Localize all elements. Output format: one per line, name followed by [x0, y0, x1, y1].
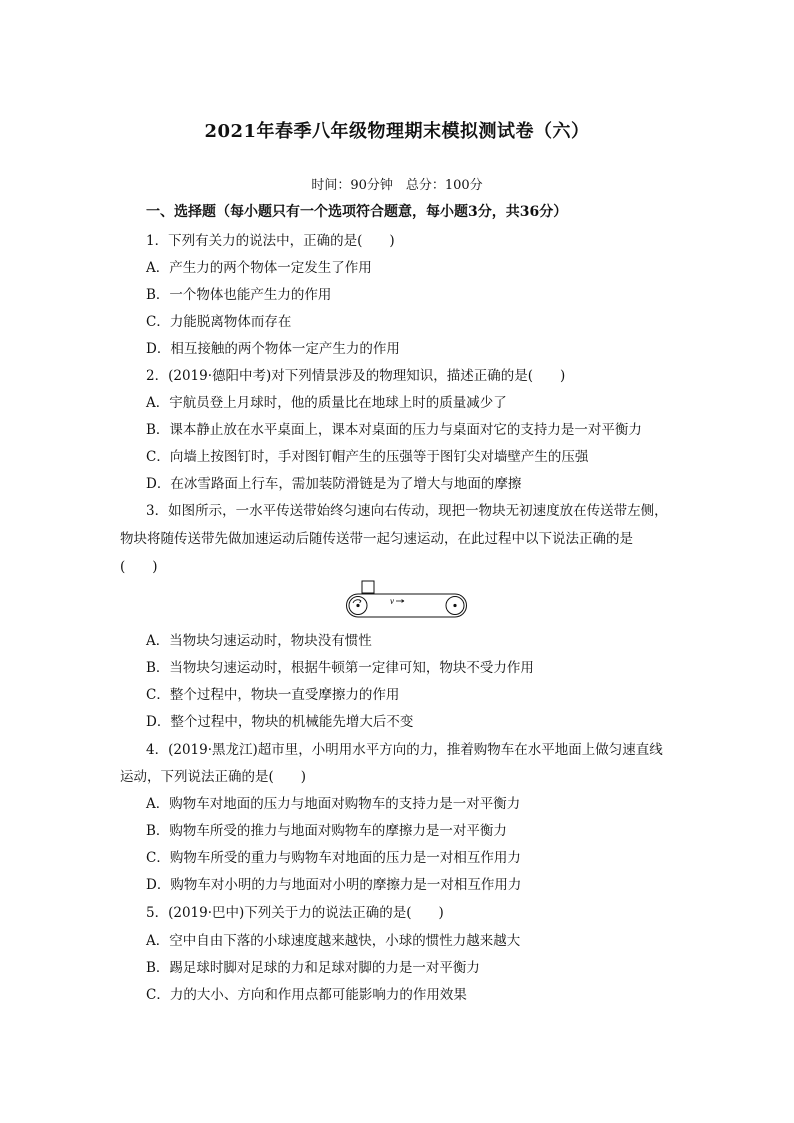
q1-option-c: C．力能脱离物体而存在 — [146, 314, 292, 330]
right-wheel-hub — [453, 604, 456, 607]
velocity-label: v — [390, 596, 394, 606]
q3-option-b: B．当物块匀速运动时，根据牛顿第一定律可知，物块不受力作用 — [146, 660, 534, 676]
q1-option-a: A．产生力的两个物体一定发生了作用 — [146, 260, 372, 276]
question-1: 1．下列有关力的说法中，正确的是( ) — [146, 233, 395, 249]
exam-meta: 时间：90分钟 总分：100分 — [311, 178, 483, 193]
question-4: 4．(2019·黑龙江)超市里，小明用水平方向的力，推着购物车在水平地面上做匀速直线 — [146, 742, 663, 758]
question-3: 3．如图所示，一水平传送带始终匀速向右传动，现把一物块无初速度放在传送带左侧， — [146, 503, 668, 519]
question-2: 2．(2019·德阳中考)对下列情景涉及的物理知识，描述正确的是( ) — [146, 368, 566, 384]
q4-option-a: A．购物车对地面的压力与地面对购物车的支持力是一对平衡力 — [146, 796, 521, 812]
question-3-blank: ( ) — [120, 559, 158, 575]
q2-option-b: B．课本静止放在水平桌面上，课本对桌面的压力与桌面对它的支持力是一对平衡力 — [146, 422, 642, 438]
q2-option-d: D．在冰雪路面上行车，需加装防滑链是为了增大与地面的摩擦 — [146, 476, 522, 492]
page-title: 2021年春季八年级物理期末模拟测试卷（六） — [204, 121, 590, 142]
conveyor-belt-figure — [344, 580, 472, 622]
q4-option-c: C．购物车所受的重力与购物车对地面的压力是一对相互作用力 — [146, 850, 521, 866]
question-4-cont: 运动，下列说法正确的是( ) — [120, 769, 307, 785]
q3-option-c: C．整个过程中，物块一直受摩擦力的作用 — [146, 687, 400, 703]
question-5: 5．(2019·巴中)下列关于力的说法正确的是( ) — [146, 905, 444, 921]
q3-option-a: A．当物块匀速运动时，物块没有惯性 — [146, 633, 372, 649]
q5-option-a: A．空中自由下落的小球速度越来越快，小球的惯性力越来越大 — [146, 933, 521, 949]
block-shape — [362, 581, 374, 593]
q3-option-d: D．整个过程中，物块的机械能先增大后不变 — [146, 714, 414, 730]
belt-left-curve — [347, 594, 358, 617]
belt-right-curve — [455, 594, 466, 617]
q5-option-c: C．力的大小、方向和作用点都可能影响力的作用效果 — [146, 987, 467, 1003]
q4-option-d: D．购物车对小明的力与地面对小明的摩擦力是一对相互作用力 — [146, 877, 522, 893]
section-heading: 一、选择题（每小题只有一个选项符合题意，每小题3分，共36分） — [146, 204, 568, 220]
q4-option-b: B．购物车所受的推力与地面对购物车的摩擦力是一对平衡力 — [146, 823, 507, 839]
left-wheel-hub — [356, 604, 359, 607]
q2-option-a: A．宇航员登上月球时，他的质量比在地球上时的质量减少了 — [146, 395, 507, 411]
q1-option-b: B．一个物体也能产生力的作用 — [146, 287, 332, 303]
q5-option-b: B．踢足球时脚对足球的力和足球对脚的力是一对平衡力 — [146, 960, 480, 976]
q1-option-d: D．相互接触的两个物体一定产生力的作用 — [146, 341, 400, 357]
question-3-cont: 物块将随传送带先做加速运动后随传送带一起匀速运动，在此过程中以下说法正确的是 — [120, 531, 633, 547]
q2-option-c: C．向墙上按图钉时，手对图钉帽产生的压强等于图钉尖对墙壁产生的压强 — [146, 449, 589, 465]
